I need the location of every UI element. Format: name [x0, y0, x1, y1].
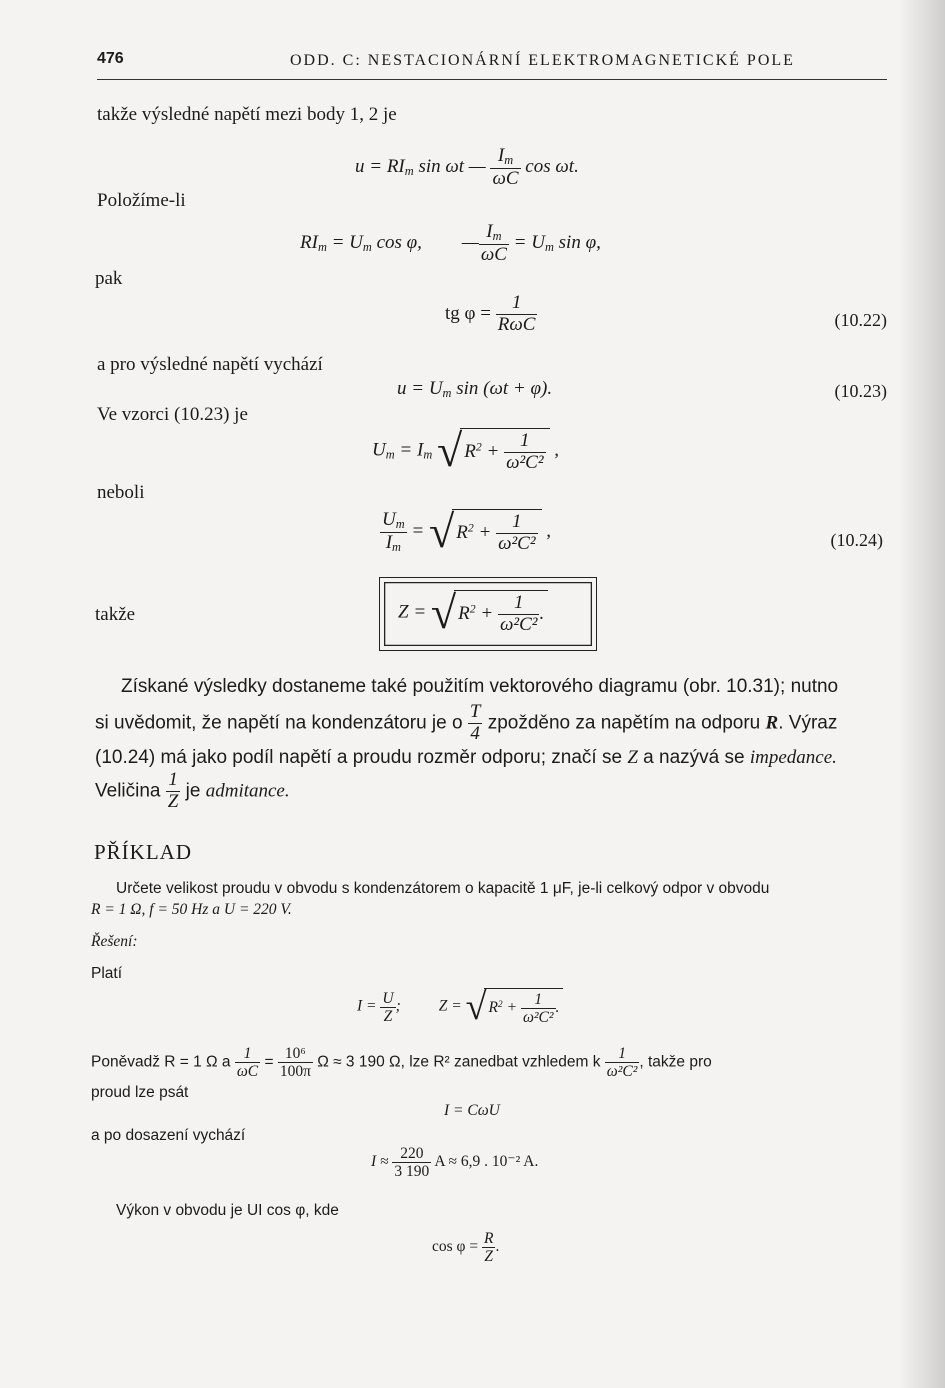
ex-approx-den: 3 190: [394, 1163, 430, 1181]
ex-pon-f1-num: 1: [235, 1045, 260, 1063]
eq-um-plus: +: [481, 440, 505, 462]
ex-iz-z: Z =: [438, 997, 466, 1015]
ex-pon-b: Ω ≈ 3 190 Ω, lze R² zanedbat vzhledem k: [312, 1053, 605, 1071]
equation-number-10-23: (10.23): [834, 381, 887, 401]
equation-number-10-22: (10.22): [834, 310, 887, 330]
eq-ratio-fraction: [380, 510, 407, 554]
ex-cos-fraction: [482, 1230, 495, 1265]
text-polozime: Položíme-li: [97, 190, 186, 211]
eq-u-mid: sin ωt —: [413, 156, 491, 178]
ex-iz-fraction: [380, 990, 395, 1025]
ex-iz-inner-fraction: [521, 991, 556, 1026]
eq-z-plus: +: [475, 602, 498, 624]
ex-iz-inner-den: ω²C²: [522, 1009, 554, 1027]
eq-usin-rest: sin (ωt + φ).: [451, 378, 553, 399]
eq-ratio-inner-fraction: [496, 512, 537, 555]
ex-cos-b: .: [495, 1238, 500, 1256]
para-l3b: a nazývá se: [637, 747, 750, 768]
header-rule: [97, 79, 887, 80]
ex-pon-f2-num: 10⁶: [278, 1045, 313, 1063]
eq-def-den: ωC: [480, 243, 507, 265]
eq-z-tail: .: [539, 602, 545, 624]
eq-um-lhs: U: [372, 439, 386, 461]
para-l2-den: 4: [470, 722, 480, 744]
eq-z-den: ω²C²: [499, 614, 538, 635]
para-l3-z: Z: [627, 747, 638, 768]
eq-def-num: I: [486, 221, 493, 242]
eq-def-rhs: cos φ,: [371, 232, 422, 254]
ex-pon-fraction-3: [605, 1045, 640, 1080]
ex-pon-fraction-2: [278, 1045, 313, 1080]
example-equation-iz: [357, 986, 563, 1029]
example-proud: proud lze psát: [91, 1084, 189, 1101]
eq-def-lhs-sub: m: [317, 240, 327, 255]
eq-z-fraction: [498, 593, 539, 636]
para-l2-num: T: [469, 701, 481, 722]
eq-ratio-sqrt: √ $R^2$ + $\frac{1}{\text{ω²C²}}$: [429, 509, 542, 555]
ex-pon-c: , takže pro: [639, 1053, 712, 1071]
paragraph-line-1: [95, 670, 890, 704]
eq-def-minus: —: [461, 232, 479, 254]
ex-iz-semi: ;: [395, 997, 401, 1015]
para-l4-admitance: admitance.: [205, 780, 290, 802]
eq-ratio-den-sub: m: [392, 539, 401, 554]
ex-iz-rad-sup: 2: [497, 998, 503, 1010]
equation-ratio: [380, 506, 552, 557]
eq-um-den: ω²C²: [506, 452, 544, 473]
page-edge-shadow: [899, 0, 945, 1388]
eq-um-sqrt: √ $R^2$ + $\frac{1}{\text{ω²C²}}$: [437, 428, 550, 474]
eq-ratio-tail: ,: [541, 520, 552, 542]
ex-pon-f3-num: 1: [605, 1045, 640, 1063]
ex-cos-a: cos φ =: [432, 1238, 482, 1256]
ex-pon-eq: =: [260, 1053, 278, 1071]
eq-ratio-num-sub: m: [395, 516, 405, 531]
ex-pon-f3-den: ω²C²: [606, 1063, 638, 1081]
eq-u-num-sub: m: [504, 153, 514, 168]
para-l2-r: R: [765, 712, 779, 734]
para-l3-impedance: impedance.: [749, 747, 837, 768]
equation-u-sin: [397, 378, 552, 401]
eq-u-sub: m: [404, 164, 414, 179]
text-vzorci: Ve vzorci (10.23) je: [97, 404, 248, 425]
eq-u-fraction: [490, 146, 520, 190]
example-plati: Platí: [91, 965, 123, 982]
eq-tg-fraction: [496, 293, 538, 336]
eq-def-rhs3: sin φ,: [553, 232, 601, 254]
eq-z-rad-sup: 2: [469, 602, 476, 616]
eq-def-fraction: [479, 222, 509, 266]
ex-iz-sqrt: √ $R^2$ + $\frac{1}{\text{ω²C²}}$ .: [466, 988, 564, 1026]
eq-u-num: I: [497, 145, 505, 166]
para-l3a: (10.24) má jako podíl napětí a proudu rozměr odporu; značí se: [95, 747, 628, 768]
eq-ratio-rad-sup: 2: [467, 521, 474, 535]
equation-u: [355, 146, 579, 190]
para-l2b: zpožděno za napětím na odporu: [482, 712, 766, 734]
para-l2-fraction: [468, 702, 483, 745]
eq-tg-lhs: tg φ =: [445, 302, 496, 324]
example-title: PŘÍKLAD: [94, 840, 193, 864]
para-l4-num: 1: [166, 770, 181, 792]
eq-ratio-rad-a: R: [456, 521, 468, 543]
example-task-line-1: Určete velikost proudu v obvodu s kondenzátorem o kapacitě 1 μF, je-li celkový odpor v obvodu: [116, 880, 770, 897]
eq-ratio-eq: =: [406, 520, 429, 542]
equation-z: [398, 587, 548, 638]
eq-def-mid-sub: m: [362, 240, 372, 255]
para-l4-den: Z: [167, 790, 179, 812]
eq-z-sqrt: √ $R^2$ + $\frac{1}{\text{ω²C²}}$ .: [431, 590, 548, 636]
paragraph-line-2: [95, 702, 890, 745]
ex-cos-num: R: [483, 1230, 494, 1247]
text-vychazi: a pro výsledné napětí vychází: [97, 354, 323, 375]
example-ponevadz-line: [91, 1045, 712, 1080]
ex-approx-fraction: [392, 1145, 431, 1180]
ex-pon-a: Poněvadž R = 1 Ω a: [91, 1053, 235, 1071]
eq-ratio-den: I: [385, 531, 393, 553]
text-line-1: takže výsledné napětí mezi body 1, 2 je: [97, 104, 397, 125]
example-vykon: Výkon v obvodu je UI cos φ, kde: [116, 1202, 339, 1219]
para-l1: Získané výsledky dostaneme také použitím vektorového diagramu (obr. 10.31); nutno: [121, 676, 839, 697]
ex-iz-inner-num: 1: [521, 991, 556, 1009]
eq-um-fraction: [504, 431, 545, 474]
ex-iz-num: U: [382, 989, 394, 1007]
text-pak: pak: [95, 268, 123, 289]
para-l4a: Veličina: [95, 780, 166, 802]
ex-iz-plus: +: [502, 999, 521, 1017]
paragraph-line-4: [95, 770, 890, 813]
equation-number-10-24: (10.24): [830, 530, 883, 550]
ex-iz-rad-a: R: [488, 999, 498, 1017]
eq-u-den: ωC: [492, 167, 519, 189]
example-task-line-2: R = 1 Ω, f = 50 Hz a U = 220 V.: [91, 901, 292, 918]
ex-pon-f1-den: ωC: [236, 1063, 259, 1081]
text-takze: takže: [95, 604, 136, 625]
para-l4-fraction: [166, 770, 181, 813]
example-equation-icwu: I = CωU: [444, 1102, 500, 1119]
eq-z-lhs: Z =: [398, 601, 431, 623]
eq-usin-text: u = U: [397, 378, 443, 399]
eq-ratio-inner-num: 1: [496, 512, 537, 534]
eq-def-rhs2-sub: m: [544, 240, 554, 255]
equation-um: [372, 425, 560, 476]
ex-cos-den: Z: [484, 1248, 494, 1266]
eq-um-tail: ,: [549, 439, 560, 461]
eq-ratio-inner-den: ω²C²: [498, 533, 536, 554]
ex-approx-a: I ≈: [371, 1153, 393, 1171]
ex-approx-num: 220: [392, 1145, 431, 1163]
equation-definitions: [300, 222, 601, 266]
eq-def-lhs: RI: [300, 232, 318, 254]
eq-um-mid-sub: m: [423, 447, 433, 462]
running-title: ODD. C: NESTACIONÁRNÍ ELEKTROMAGNETICKÉ POLE: [290, 52, 795, 69]
eq-tg-num: 1: [496, 293, 538, 315]
eq-um-rad-a: R: [464, 440, 476, 462]
eq-um-mid: = I: [394, 439, 424, 461]
example-equation-cos: [432, 1230, 499, 1265]
eq-def-rhs2: = U: [508, 232, 545, 254]
eq-ratio-num: U: [382, 508, 396, 530]
ex-pon-f2-den: 100π: [279, 1063, 311, 1081]
eq-def-mid: = U: [326, 232, 363, 254]
example-solution-label: Řešení:: [91, 933, 138, 950]
eq-um-lhs-sub: m: [385, 447, 395, 462]
eq-tg-den: RωC: [497, 313, 536, 335]
eq-def-num-sub: m: [492, 229, 502, 244]
eq-usin-sub: m: [442, 386, 452, 401]
eq-um-num: 1: [504, 431, 545, 453]
equation-tg: [445, 293, 537, 336]
eq-z-rad-a: R: [458, 602, 470, 624]
ex-approx-b: A ≈ 6,9 . 10⁻² A.: [431, 1153, 539, 1171]
para-l4b: je: [180, 780, 206, 802]
example-po-dosazeni: a po dosazení vychází: [91, 1127, 246, 1144]
eq-u-lhs: u = RI: [355, 156, 405, 178]
para-l2a: si uvědomit, že napětí na kondenzátoru je o: [95, 712, 468, 734]
text-neboli: neboli: [97, 482, 145, 503]
ex-iz-den: Z: [383, 1007, 393, 1025]
eq-z-num: 1: [498, 593, 539, 615]
ex-iz-tail: .: [555, 999, 560, 1017]
page-number: 476: [97, 50, 124, 67]
eq-um-rad-sup: 2: [475, 440, 482, 454]
eq-ratio-plus: +: [473, 521, 497, 543]
eq-u-rhs: cos ωt.: [520, 156, 579, 178]
para-l2c: . Výraz: [778, 712, 838, 734]
ex-iz-i: I =: [357, 997, 381, 1015]
ex-pon-fraction-1: [235, 1045, 260, 1080]
example-equation-approx: [371, 1145, 538, 1180]
